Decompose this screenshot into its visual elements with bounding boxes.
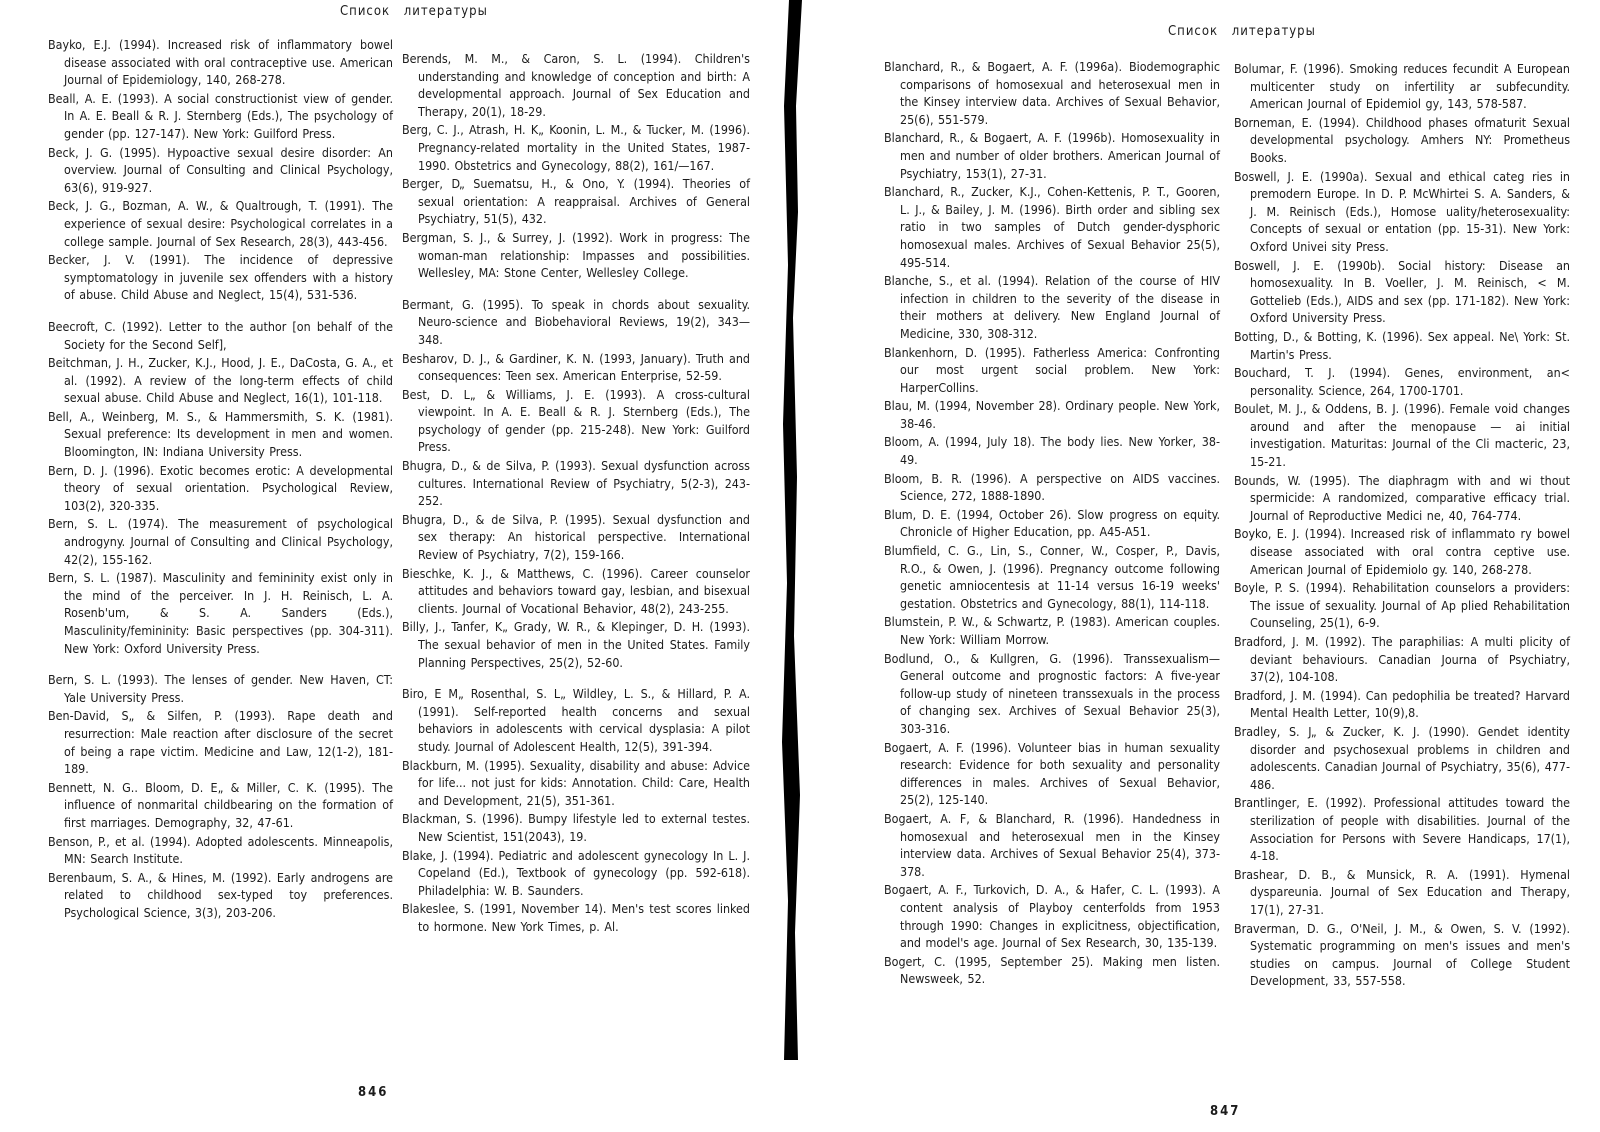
bibliography-entry: Best, D. L„ & Williams, J. E. (1993). A cross-cultural viewpoint. In A. E. Beall & R. J. Sternberg (Eds.), The psychology of gender (pp. 215-248). New York: Guilford Press. (402, 386, 750, 455)
bibliography-entry: Bern, S. L. (1987). Masculinity and femininity exist only in the mind of the perceiver. In J. H. Reinisch, L. A. Rosenb'um, & S. A. Sanders (Eds.), Masculinity/femininity: Basic perspectives (pp. 304-311). New York: Oxford University Press. (48, 570, 393, 656)
bibliography-entry: Beecroft, C. (1992). Letter to the author [on behalf of the Society for the Second Self], (48, 318, 393, 352)
bibliography-entry: Braverman, D. G., O'Neil, J. M., & Owen, S. V. (1992). Systematic programming on men's issues and men's studies on campus. Journal of College Student Development, 33, 557-558. (1234, 920, 1570, 989)
bibliography-entry: Bhugra, D., & de Silva, P. (1995). Sexual dysfunction and sex therapy: An historical perspective. International Review of Psychiatry, 7(2), 159-166. (402, 511, 750, 563)
bibliography-entry: Blumstein, P. W., & Schwartz, P. (1983). American couples. New York: William Morrow. (884, 614, 1220, 647)
bibliography-column-1 (884, 58, 1220, 989)
page-number: 847 (1210, 1104, 1241, 1119)
page-number: 846 (358, 1085, 389, 1100)
running-header: Список литературы (340, 4, 488, 19)
bibliography-entry: Blake, J. (1994). Pediatric and adolescent gynecology In L. J. Copeland (Ed.), Textbook of gynecology (pp. 592-618). Philadelphia: W. B. Saunders. (402, 847, 750, 898)
bibliography-entry: Bergman, S. J., & Surrey, J. (1992). Work in progress: The woman-man relationship: Impasses and possibilities. Wellesley, MA: Stone Center, Wellesley College. (402, 229, 750, 281)
bibliography-entry: Blankenhorn, D. (1995). Fatherless America: Confronting our most urgent social problem. New York: HarperCollins. (884, 344, 1220, 395)
right-page (830, 0, 1600, 1132)
bibliography-column-1 (48, 36, 393, 923)
bibliography-entry: Bieschke, K. J., & Matthews, C. (1996). Career counselor attitudes and behaviors toward gay, lesbian, and bisexual clients. Journal of Vocational Behavior, 48(2), 243-255. (402, 565, 750, 616)
bibliography-entry: Billy, J., Tanfer, K„ Grady, W. R., & Klepinger, D. H. (1993). The sexual behavior of men in the United States. Family Planning Perspectives, 25(2), 52-60. (402, 619, 750, 670)
bibliography-entry: Bogaert, A. F, & Blanchard, R. (1996). Handedness in homosexual and heterosexual men in the Kinsey interview data. Archives of Sexual Behavior 25(4), 373-378. (884, 810, 1220, 879)
bibliography-entry: Bodlund, O., & Kullgren, G. (1996). Transsexualism—General outcome and prognostic factors: A five-year follow-up study of nineteen transsexuals in the process of changing sex. Archives of Sexual Behavior 25(3), 303-316. (884, 650, 1220, 736)
bibliography-entry: Blackburn, M. (1995). Sexuality, disability and abuse: Advice for life... not just for kids: Annotation. Child: Care, Health and Development, 21(5), 351-361. (402, 757, 750, 808)
bibliography-entry: Benson, P., et al. (1994). Adopted adolescents. Minneapolis, MN: Search Institute. (48, 833, 393, 867)
bibliography-entry: Blackman, S. (1996). Bumpy lifestyle led to external testes. New Scientist, 151(2043), 19. (402, 811, 750, 844)
bibliography-entry: Bounds, W. (1995). The diaphragm with and wi thout spermicide: A randomized, comparative efficacy trial. Journal of Reproductive Medici ne, 40, 764-774. (1234, 472, 1570, 523)
bibliography-entry: Beck, J. G., Bozman, A. W., & Qualtrough, T. (1991). The experience of sexual desire: Psychological correlates in a college sample. Journal of Sex Research, 28(3), 443-456. (48, 198, 393, 249)
bibliography-entry: Bogaert, A. F., Turkovich, D. A., & Hafer, C. L. (1993). A content analysis of Playboy centerfolds from 1953 through 1990: Changes in explicitness, objectification, and model's age. Journal of Sex Research, 30, 135-139. (884, 882, 1220, 951)
bibliography-entry: Brashear, D. B., & Munsick, R. A. (1991). Hymenal dyspareunia. Journal of Sex Education and Therapy, 17(1), 27-31. (1234, 866, 1570, 917)
bibliography-entry: Bern, D. J. (1996). Exotic becomes erotic: A developmental theory of sexual orientation. Psychological Review, 103(2), 320-335. (48, 462, 393, 513)
bibliography-entry: Ben-David, S„ & Silfen, P. (1993). Rape death and resurrection: Male reaction after disclosure of the secret of being a rape victim. Medicine and Law, 12(1-2), 181-189. (48, 708, 393, 777)
bibliography-entry: Bradley, S. J„ & Zucker, K. J. (1990). Gendet identity disorder and psychosexual problems in children and adolescents. Canadian Journal of Psychiatry, 35(6), 477-486. (1234, 723, 1570, 792)
bibliography-entry: Boulet, M. J., & Oddens, B. J. (1996). Female void changes around and after the menopause — ai initial investigation. Maturitas: Journal of the Cli macteric, 23, 15-21. (1234, 401, 1570, 470)
bibliography-entry: Blanche, S., et al. (1994). Relation of the course of HIV infection in children to the severity of the disease in their mothers at delivery. New England Journal of Medicine, 330, 308-312. (884, 273, 1220, 341)
bibliography-entry: Blanchard, R., & Bogaert, A. F. (1996a). Biodemographic comparisons of homosexual and heterosexual men in the Kinsey interview data. Archives of Sexual Behavior, 25(6), 551-579. (884, 59, 1220, 127)
bibliography-entry: Blakeslee, S. (1991, November 14). Men's test scores linked to hormone. New York Times, p. Al. (402, 901, 750, 934)
bibliography-entry: Bennett, N. G.. Bloom, D. E„ & Miller, C. K. (1995). The influence of nonmarital childbearing on the formation of first marriages. Demography, 32, 47-61. (48, 779, 393, 830)
bibliography-entry: Berg, C. J., Atrash, H. K„ Koonin, L. M., & Tucker, M. (1996). Pregnancy-related mortality in the United States, 1987-1990. Obstetrics and Gynecology, 88(2), 161/—167. (402, 122, 750, 173)
bibliography-entry: Bell, A., Weinberg, M. S., & Hammersmith, S. K. (1981). Sexual preference: Its development in men and women. Bloomington, IN: Indiana University Press. (48, 408, 393, 460)
bibliography-entry: Bloom, B. R. (1996). A perspective on AIDS vaccines. Science, 272, 1888-1890. (884, 470, 1220, 504)
bibliography-entry: Berenbaum, S. A., & Hines, M. (1992). Early androgens are related to childhood sex-typed toy preferences. Psychological Science, 3(3), 203-206. (48, 869, 393, 920)
bibliography-entry: Boyle, P. S. (1994). Rehabilitation counselors a providers: The issue of sexuality. Journal of Ap plied Rehabilitation Counseling, 25(1), 6-9. (1234, 580, 1570, 631)
running-header: Список литературы (1168, 24, 1316, 39)
bibliography-entry: Bogaert, A. F. (1996). Volunteer bias in human sexuality research: Evidence for both sexuality and personality differences in males. Archives of Sexual Behavior, 25(2), 125-140. (884, 739, 1220, 808)
bibliography-entry: Beall, A. E. (1993). A social constructionist view of gender. In A. E. Beall & R. J. Sternberg (Eds.), The psychology of gender (pp. 127-147). New York: Guilford Press. (48, 90, 393, 141)
bibliography-entry: Beitchman, J. H., Zucker, K.J., Hood, J. E., DaCosta, G. A., et al. (1992). A review of the long-term effects of child sexual abuse. Child Abuse and Neglect, 16(1), 101-118. (48, 355, 393, 406)
bibliography-entry: Bouchard, T. J. (1994). Genes, environment, an< personality. Science, 264, 1700-1701. (1234, 365, 1570, 398)
bibliography-entry: Borneman, E. (1994). Childhood phases ofmaturit Sexual developmental psychology. Amhers NY: Prometheus Books. (1234, 114, 1570, 165)
bibliography-entry: Botting, D., & Botting, K. (1996). Sex appeal. Ne\ York: St. Martin's Press. (1234, 328, 1570, 362)
bibliography-entry: Blumfield, C. G., Lin, S., Conner, W., Cosper, P., Davis, R.O., & Owen, J. (1996). Pregnancy outcome following genetic amniocentesis at 11-14 versus 16-19 weeks' gestation. Obstetrics and Gynecology, 88(1), 114-118. (884, 543, 1220, 611)
bibliography-column-2 (402, 50, 750, 937)
bibliography-column-2 (1234, 60, 1570, 991)
bibliography-entry: Bern, S. L. (1993). The lenses of gender. New Haven, CT: Yale University Press. (48, 672, 393, 705)
bibliography-entry: Blum, D. E. (1994, October 26). Slow progress on equity. Chronicle of Higher Education, pp. A45-A51. (884, 506, 1220, 540)
bibliography-entry: Besharov, D. J., & Gardiner, K. N. (1993, January). Truth and consequences: Teen sex. American Enterprise, 52-59. (402, 350, 750, 384)
bibliography-entry: Blanchard, R., & Bogaert, A. F. (1996b). Homosexuality in men and number of older brothers. American Journal of Psychiatry, 153(1), 27-31. (884, 130, 1220, 181)
bibliography-entry: Bayko, E.J. (1994). Increased risk of inflammatory bowel disease associated with oral contraceptive use. American Journal of Epidemiology, 140, 268-278. (48, 37, 393, 88)
bibliography-entry: Blau, M. (1994, November 28). Ordinary people. New York, 38-46. (884, 398, 1220, 431)
bibliography-entry: Becker, J. V. (1991). The incidence of depressive symptomatology in juvenile sex offenders with a history of abuse. Child Abuse and Neglect, 15(4), 531-536. (48, 252, 393, 303)
bibliography-entry: Bradford, J. M. (1994). Can pedophilia be treated? Harvard Mental Health Letter, 10(9),8. (1234, 687, 1570, 721)
bibliography-entry: Bloom, A. (1994, July 18). The body lies. New Yorker, 38-49. (884, 434, 1220, 468)
bibliography-entry: Boswell, J. E. (1990b). Social history: Disease an homosexuality. In B. Voeller, J. M. Reinisch, < M. Gottelieb (Eds.), AIDS and sex (pp. 171-182). New York: Oxford University Press. (1234, 257, 1570, 326)
bibliography-entry: Bogert, C. (1995, September 25). Making men listen. Newsweek, 52. (884, 953, 1220, 987)
bibliography-entry: Boswell, J. E. (1990a). Sexual and ethical categ ries in premodern Europe. In D. P. McWhirtei S. A. Sanders, & J. M. Reinisch (Eds.), Homose uality/heterosexuality: Concepts of sexual or entation (pp. 15-31). New York: Oxford Univei sity Press. (1234, 168, 1570, 254)
bibliography-entry: Berends, M. M., & Caron, S. L. (1994). Children's understanding and knowledge of conception and birth: A developmental approach. Journal of Sex Education and Therapy, 20(1), 18-29. (402, 51, 750, 119)
bibliography-entry: Bern, S. L. (1974). The measurement of psychological androgyny. Journal of Consulting and Clinical Psychology, 42(2), 155-162. (48, 516, 393, 567)
bibliography-entry: Bhugra, D., & de Silva, P. (1993). Sexual dysfunction across cultures. International Review of Psychiatry, 5(2-3), 243-252. (402, 458, 750, 509)
bibliography-entry: Biro, E M„ Rosenthal, S. L„ Wildley, L. S., & Hillard, P. A. (1991). Self-reported health concerns and sexual behaviors in adolescents with cervical dysplasia: A pilot study. Journal of Adolescent Health, 12(5), 391-394. (402, 686, 750, 754)
bibliography-entry: Blanchard, R., Zucker, K.J., Cohen-Kettenis, P. T., Gooren, L. J., & Bailey, J. M. (1996). Birth order and sibling sex ratio in two samples of Dutch gender-dysphoric homosexual males. Archives of Sexual Behavior 25(5), 495-514. (884, 184, 1220, 270)
bibliography-entry: Beck, J. G. (1995). Hypoactive sexual desire disorder: An overview. Journal of Consulting and Clinical Psychology, 63(6), 919-927. (48, 144, 393, 195)
bibliography-entry: Bolumar, F. (1996). Smoking reduces fecundit A European multicenter study on infertility ar subfecundity. American Journal of Epidemiol gy, 143, 578-587. (1234, 61, 1570, 112)
bibliography-entry: Bradford, J. M. (1992). The paraphilias: A multi plicity of deviant behaviours. Canadian Journa of Psychiatry, 37(2), 104-108. (1234, 634, 1570, 685)
bibliography-entry: Berger, D„ Suematsu, H., & Ono, Y. (1994). Theories of sexual orientation: A reappraisal. Archives of General Psychiatry, 51(5), 432. (402, 176, 750, 227)
bibliography-entry: Boyko, E. J. (1994). Increased risk of inflammato ry bowel disease associated with oral contra ceptive use. American Journal of Epidemiolo gy. 140, 268-278. (1234, 526, 1570, 577)
bibliography-entry: Bermant, G. (1995). To speak in chords about sexuality. Neuro-science and Biobehavioral Reviews, 19(2), 343—348. (402, 296, 750, 347)
bibliography-entry: Brantlinger, E. (1992). Professional attitudes toward the sterilization of people with disabilities. Journal of the Association for Persons with Severe Handicaps, 17(1), 4-18. (1234, 795, 1570, 864)
